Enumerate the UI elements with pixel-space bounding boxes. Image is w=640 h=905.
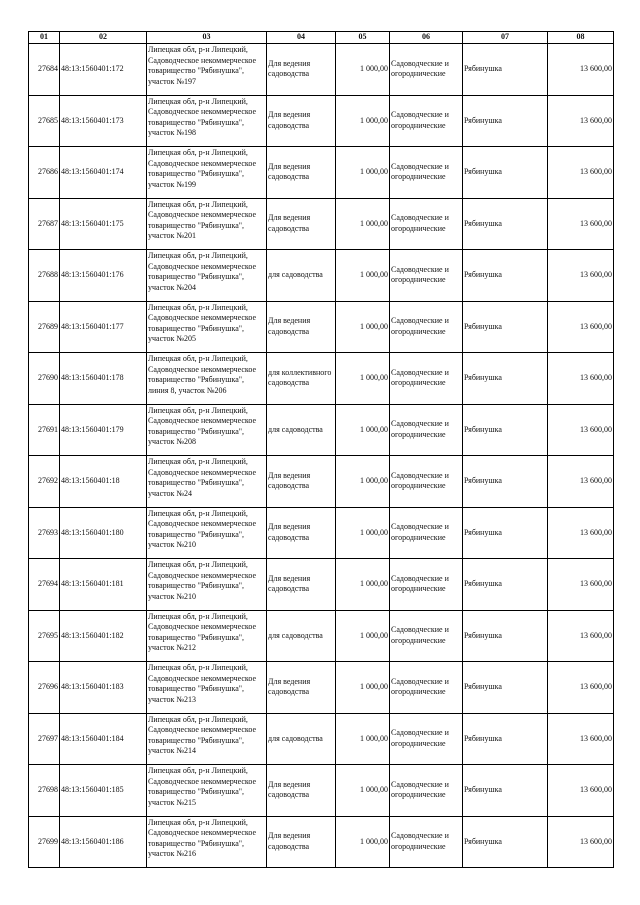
column-header-08: 08 (548, 32, 614, 44)
cadastral-number-cell: 48:13:1560401:180 (60, 507, 147, 559)
land-plots-table (28, 31, 614, 868)
table-row (29, 662, 614, 714)
row-id-cell: 27688 (29, 250, 60, 302)
settlement-name-cell: Рябинушка (463, 559, 548, 611)
value-cell: 13 600,00 (548, 816, 614, 868)
value-cell: 13 600,00 (548, 250, 614, 302)
table-row (29, 198, 614, 250)
address-cell (147, 95, 267, 147)
category-cell: Садоводческие и огороднические (390, 610, 463, 662)
settlement-name-cell: Рябинушка (463, 250, 548, 302)
address-text: Липецкая обл, р-н Липецкий, Садоводческое некоммерческое товарищество "Рябинушка", участок №199 (148, 148, 257, 189)
permitted-use-cell: Для ведения садоводства (267, 456, 336, 508)
value-cell: 13 600,00 (548, 507, 614, 559)
category-cell: Садоводческие и огороднические (390, 662, 463, 714)
permitted-use-cell: Для ведения садоводства (267, 95, 336, 147)
row-id-cell: 27699 (29, 816, 60, 868)
category-cell: Садоводческие и огороднические (390, 95, 463, 147)
table-row (29, 44, 614, 96)
category-cell: Садоводческие и огороднические (390, 301, 463, 353)
table-row (29, 147, 614, 199)
address-cell (147, 147, 267, 199)
settlement-name-cell: Рябинушка (463, 662, 548, 714)
permitted-use-cell: для садоводства (267, 713, 336, 765)
permitted-use-cell: Для ведения садоводства (267, 147, 336, 199)
category-cell: Садоводческие и огороднические (390, 765, 463, 817)
row-id-cell: 27694 (29, 559, 60, 611)
settlement-name-cell: Рябинушка (463, 353, 548, 405)
address-cell (147, 559, 267, 611)
settlement-name-cell: Рябинушка (463, 507, 548, 559)
category-cell: Садоводческие и огороднические (390, 198, 463, 250)
table-row (29, 301, 614, 353)
permitted-use-cell: для садоводства (267, 404, 336, 456)
value-cell: 13 600,00 (548, 353, 614, 405)
address-text: Липецкая обл, р-н Липецкий, Садоводческое некоммерческое товарищество "Рябинушка", участок №215 (148, 766, 257, 807)
area-cell: 1 000,00 (336, 147, 390, 199)
permitted-use-cell: Для ведения садоводства (267, 816, 336, 868)
area-cell: 1 000,00 (336, 713, 390, 765)
address-text: Липецкая обл, р-н Липецкий, Садоводческое некоммерческое товарищество "Рябинушка", участок №212 (148, 611, 257, 652)
cadastral-number-cell: 48:13:1560401:178 (60, 353, 147, 405)
area-cell: 1 000,00 (336, 250, 390, 302)
address-cell (147, 456, 267, 508)
row-id-cell: 27692 (29, 456, 60, 508)
category-cell: Садоводческие и огороднические (390, 456, 463, 508)
address-cell (147, 507, 267, 559)
cadastral-number-cell: 48:13:1560401:186 (60, 816, 147, 868)
area-cell: 1 000,00 (336, 456, 390, 508)
area-cell: 1 000,00 (336, 507, 390, 559)
column-header-04: 04 (267, 32, 336, 44)
area-cell: 1 000,00 (336, 610, 390, 662)
value-cell: 13 600,00 (548, 713, 614, 765)
row-id-cell: 27691 (29, 404, 60, 456)
column-header-03: 03 (147, 32, 267, 44)
address-text: Липецкая обл, р-н Липецкий, Садоводческое некоммерческое товарищество "Рябинушка", участок №210 (148, 508, 257, 549)
permitted-use-cell: Для ведения садоводства (267, 44, 336, 96)
settlement-name-cell: Рябинушка (463, 404, 548, 456)
area-cell: 1 000,00 (336, 765, 390, 817)
address-text: Липецкая обл, р-н Липецкий, Садоводческое некоммерческое товарищество "Рябинушка", участок №210 (148, 560, 257, 601)
cadastral-number-cell: 48:13:1560401:179 (60, 404, 147, 456)
cadastral-number-cell: 48:13:1560401:177 (60, 301, 147, 353)
value-cell: 13 600,00 (548, 301, 614, 353)
table-header (29, 32, 614, 44)
column-header-07: 07 (463, 32, 548, 44)
cadastral-number-cell: 48:13:1560401:182 (60, 610, 147, 662)
category-cell: Садоводческие и огороднические (390, 353, 463, 405)
row-id-cell: 27698 (29, 765, 60, 817)
permitted-use-cell: Для ведения садоводства (267, 507, 336, 559)
settlement-name-cell: Рябинушка (463, 198, 548, 250)
category-cell: Садоводческие и огороднические (390, 147, 463, 199)
address-text: Липецкая обл, р-н Липецкий, Садоводческое некоммерческое товарищество "Рябинушка", участок №197 (148, 45, 257, 86)
column-header-02: 02 (60, 32, 147, 44)
row-id-cell: 27686 (29, 147, 60, 199)
address-text: Липецкая обл, р-н Липецкий, Садоводческое некоммерческое товарищество "Рябинушка", участок №213 (148, 663, 257, 704)
value-cell: 13 600,00 (548, 456, 614, 508)
permitted-use-cell: Для ведения садоводства (267, 198, 336, 250)
category-cell: Садоводческие и огороднические (390, 44, 463, 96)
address-cell (147, 44, 267, 96)
table-row (29, 765, 614, 817)
cadastral-number-cell: 48:13:1560401:176 (60, 250, 147, 302)
settlement-name-cell: Рябинушка (463, 610, 548, 662)
row-id-cell: 27693 (29, 507, 60, 559)
value-cell: 13 600,00 (548, 44, 614, 96)
address-text: Липецкая обл, р-н Липецкий, Садоводческое некоммерческое товарищество "Рябинушка", участок №201 (148, 199, 257, 240)
table-body (29, 44, 614, 868)
table-row (29, 816, 614, 868)
address-cell (147, 765, 267, 817)
cadastral-number-cell: 48:13:1560401:175 (60, 198, 147, 250)
settlement-name-cell: Рябинушка (463, 456, 548, 508)
permitted-use-cell: Для ведения садоводства (267, 765, 336, 817)
area-cell: 1 000,00 (336, 559, 390, 611)
value-cell: 13 600,00 (548, 662, 614, 714)
area-cell: 1 000,00 (336, 353, 390, 405)
table-row (29, 507, 614, 559)
address-text: Липецкая обл, р-н Липецкий, Садоводческое некоммерческое товарищество "Рябинушка", линия 8, участок №206 (148, 354, 257, 395)
table-row (29, 713, 614, 765)
row-id-cell: 27695 (29, 610, 60, 662)
value-cell: 13 600,00 (548, 198, 614, 250)
cadastral-number-cell: 48:13:1560401:181 (60, 559, 147, 611)
cadastral-number-cell: 48:13:1560401:183 (60, 662, 147, 714)
settlement-name-cell: Рябинушка (463, 765, 548, 817)
permitted-use-cell: для садоводства (267, 250, 336, 302)
area-cell: 1 000,00 (336, 95, 390, 147)
value-cell: 13 600,00 (548, 765, 614, 817)
permitted-use-cell: Для ведения садоводства (267, 301, 336, 353)
address-text: Липецкая обл, р-н Липецкий, Садоводческое некоммерческое товарищество "Рябинушка", участок №204 (148, 251, 257, 292)
value-cell: 13 600,00 (548, 610, 614, 662)
address-cell (147, 816, 267, 868)
address-cell (147, 198, 267, 250)
header-row (29, 32, 614, 44)
table-row (29, 250, 614, 302)
category-cell: Садоводческие и огороднические (390, 713, 463, 765)
category-cell: Садоводческие и огороднические (390, 816, 463, 868)
row-id-cell: 27684 (29, 44, 60, 96)
permitted-use-cell: Для ведения садоводства (267, 559, 336, 611)
address-cell (147, 662, 267, 714)
row-id-cell: 27690 (29, 353, 60, 405)
area-cell: 1 000,00 (336, 404, 390, 456)
cadastral-number-cell: 48:13:1560401:173 (60, 95, 147, 147)
address-cell (147, 353, 267, 405)
settlement-name-cell: Рябинушка (463, 816, 548, 868)
column-header-06: 06 (390, 32, 463, 44)
cadastral-number-cell: 48:13:1560401:18 (60, 456, 147, 508)
address-text: Липецкая обл, р-н Липецкий, Садоводческое некоммерческое товарищество "Рябинушка", участок №24 (148, 457, 257, 498)
address-cell (147, 713, 267, 765)
settlement-name-cell: Рябинушка (463, 713, 548, 765)
row-id-cell: 27696 (29, 662, 60, 714)
area-cell: 1 000,00 (336, 301, 390, 353)
cadastral-number-cell: 48:13:1560401:184 (60, 713, 147, 765)
table-row (29, 559, 614, 611)
cadastral-number-cell: 48:13:1560401:172 (60, 44, 147, 96)
category-cell: Садоводческие и огороднические (390, 250, 463, 302)
value-cell: 13 600,00 (548, 95, 614, 147)
row-id-cell: 27689 (29, 301, 60, 353)
address-text: Липецкая обл, р-н Липецкий, Садоводческое некоммерческое товарищество "Рябинушка", участок №205 (148, 302, 257, 343)
address-text: Липецкая обл, р-н Липецкий, Садоводческое некоммерческое товарищество "Рябинушка", участок №216 (148, 817, 257, 858)
area-cell: 1 000,00 (336, 44, 390, 96)
address-text: Липецкая обл, р-н Липецкий, Садоводческое некоммерческое товарищество "Рябинушка", участок №214 (148, 714, 257, 755)
table-row (29, 610, 614, 662)
column-header-01: 01 (29, 32, 60, 44)
table-row (29, 353, 614, 405)
column-header-05: 05 (336, 32, 390, 44)
row-id-cell: 27687 (29, 198, 60, 250)
table-row (29, 456, 614, 508)
value-cell: 13 600,00 (548, 559, 614, 611)
permitted-use-cell: для садоводства (267, 610, 336, 662)
row-id-cell: 27685 (29, 95, 60, 147)
cadastral-number-cell: 48:13:1560401:185 (60, 765, 147, 817)
address-text: Липецкая обл, р-н Липецкий, Садоводческое некоммерческое товарищество "Рябинушка", участок №198 (148, 96, 257, 137)
value-cell: 13 600,00 (548, 404, 614, 456)
permitted-use-cell: для коллективного садоводства (267, 353, 336, 405)
address-cell (147, 301, 267, 353)
permitted-use-cell: Для ведения садоводства (267, 662, 336, 714)
row-id-cell: 27697 (29, 713, 60, 765)
area-cell: 1 000,00 (336, 816, 390, 868)
category-cell: Садоводческие и огороднические (390, 404, 463, 456)
settlement-name-cell: Рябинушка (463, 44, 548, 96)
settlement-name-cell: Рябинушка (463, 95, 548, 147)
table-row (29, 404, 614, 456)
address-cell (147, 610, 267, 662)
address-cell (147, 250, 267, 302)
category-cell: Садоводческие и огороднические (390, 559, 463, 611)
cadastral-number-cell: 48:13:1560401:174 (60, 147, 147, 199)
area-cell: 1 000,00 (336, 198, 390, 250)
area-cell: 1 000,00 (336, 662, 390, 714)
settlement-name-cell: Рябинушка (463, 301, 548, 353)
category-cell: Садоводческие и огороднические (390, 507, 463, 559)
value-cell: 13 600,00 (548, 147, 614, 199)
document-page (28, 31, 614, 868)
table-row (29, 95, 614, 147)
address-cell (147, 404, 267, 456)
settlement-name-cell: Рябинушка (463, 147, 548, 199)
address-text: Липецкая обл, р-н Липецкий, Садоводческое некоммерческое товарищество "Рябинушка", участок №208 (148, 405, 257, 446)
